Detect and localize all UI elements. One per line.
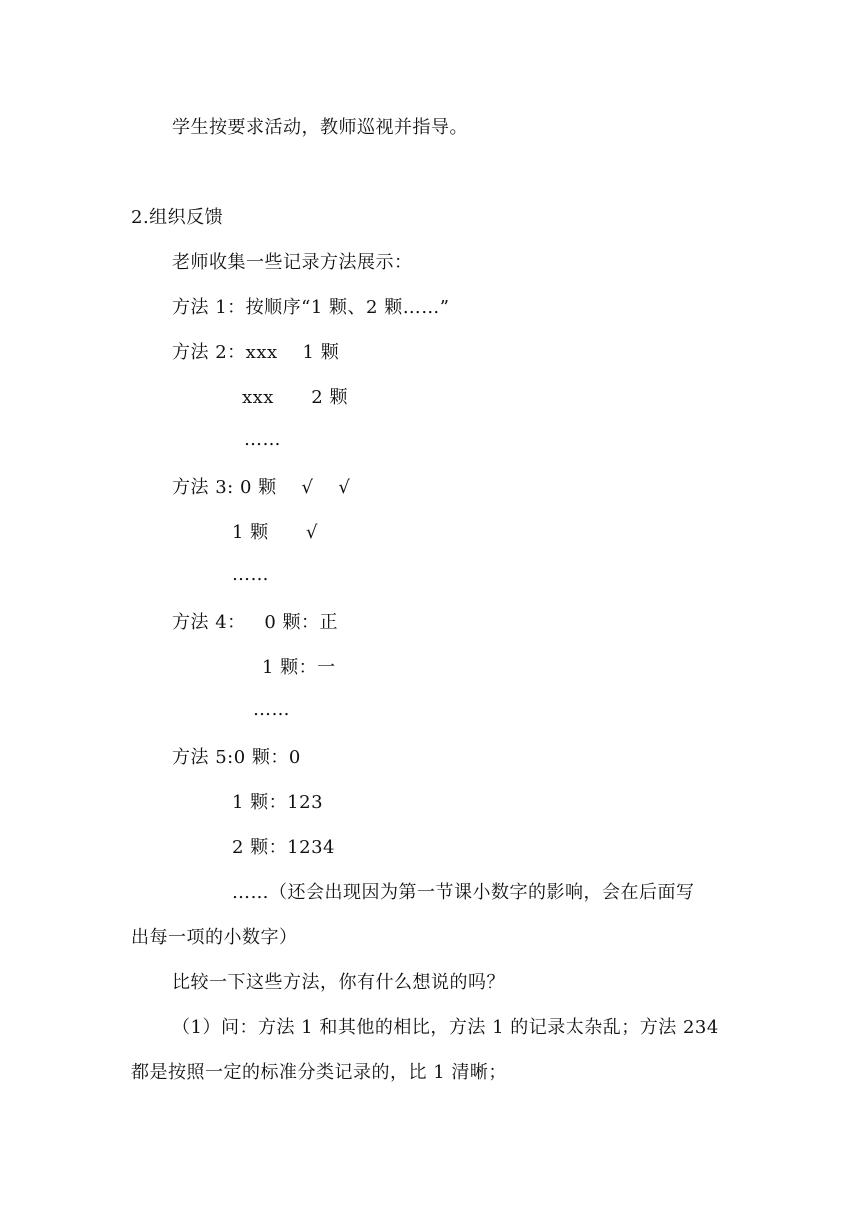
method-5-note: ……（还会出现因为第一节课小数字的影响，会在后面写 [232,882,695,903]
paragraph-students-activity: 学生按要求活动，教师巡视并指导。 [172,117,468,138]
method-4-row-2: 1 颗：一 [262,657,336,678]
answer-1-continued: 都是按照一定的标准分类记录的，比 1 清晰； [131,1062,507,1083]
method-5-line: 方法 5:0 颗：0 [172,747,301,768]
method-3-line: 方法 3: 0 颗 √ √ [172,477,351,498]
answer-1-line: （1）问：方法 1 和其他的相比，方法 1 的记录太杂乱；方法 234 [172,1017,719,1038]
method-2-line: 方法 2：xxx 1 颗 [172,342,340,363]
method-5-row-3: 2 颗：1234 [232,837,335,858]
section-heading-feedback: 2.组织反馈 [131,207,224,228]
method-2-row-2: xxx 2 颗 [242,387,348,408]
method-4-line: 方法 4： 0 颗：正 [172,612,339,633]
comparison-question: 比较一下这些方法，你有什么想说的吗？ [172,972,505,993]
paragraph-teacher-collects: 老师收集一些记录方法展示： [172,252,413,273]
method-3-row-2: 1 颗 √ [232,522,318,543]
method-1-line: 方法 1：按顺序“1 颗、2 颗……” [172,297,450,318]
method-3-ellipsis: …… [232,564,269,585]
method-4-ellipsis: …… [253,699,290,720]
method-5-note-continued: 出每一项的小数字） [131,927,298,948]
method-5-row-2: 1 颗：123 [232,792,324,813]
method-2-ellipsis: …… [244,429,281,450]
